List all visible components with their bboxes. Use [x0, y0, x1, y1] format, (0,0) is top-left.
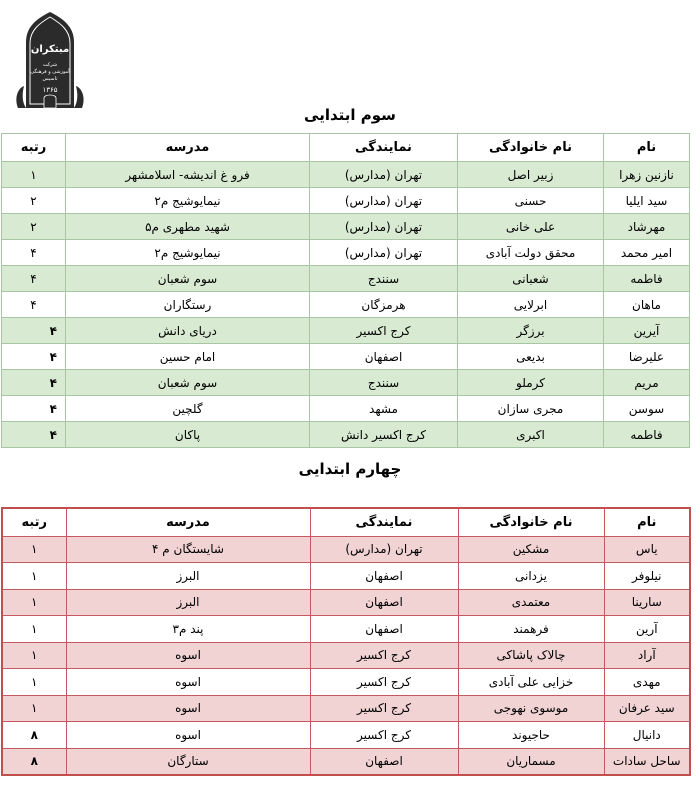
- school-cell: پاکان: [66, 422, 310, 448]
- agency-cell: کرج اکسیر: [310, 722, 458, 749]
- school-cell: اسوه: [66, 642, 310, 669]
- rank-cell: ۱: [2, 589, 66, 616]
- agency-cell: مشهد: [310, 396, 458, 422]
- table-row: [2, 422, 690, 448]
- school-cell: رستگاران: [66, 292, 310, 318]
- agency-cell: تهران (مدارس): [310, 214, 458, 240]
- agency-cell: سنندج: [310, 266, 458, 292]
- school-cell: سوم شعبان: [66, 266, 310, 292]
- rank-cell: ۴: [2, 370, 66, 396]
- student-name-cell: فاطمه: [604, 266, 690, 292]
- rank-cell: ۴: [2, 266, 66, 292]
- student-name-cell: یاس: [604, 536, 690, 563]
- rank-cell: ۱: [2, 642, 66, 669]
- table-row: [2, 748, 690, 775]
- school-cell: اسوه: [66, 669, 310, 696]
- student-family-cell: بدیعی: [458, 344, 604, 370]
- student-family-cell: موسوی نهوجی: [458, 695, 604, 722]
- table-row: [2, 214, 690, 240]
- student-name-cell: نازنین زهرا: [604, 162, 690, 188]
- student-name-cell: علیرضا: [604, 344, 690, 370]
- table-row: [2, 536, 690, 563]
- student-family-cell: محقق دولت آبادی: [458, 240, 604, 266]
- agency-cell: سنندج: [310, 370, 458, 396]
- rank-cell: ۴: [2, 292, 66, 318]
- student-family-cell: چالاک پاشاکی: [458, 642, 604, 669]
- agency-cell: کرج اکسیر: [310, 318, 458, 344]
- table-row: [2, 240, 690, 266]
- school-cell: البرز: [66, 589, 310, 616]
- rank-cell: ۴: [2, 344, 66, 370]
- table-row: [2, 722, 690, 749]
- school-cell: سوم شعبان: [66, 370, 310, 396]
- agency-cell: تهران (مدارس): [310, 240, 458, 266]
- student-family-cell: مجری سازان: [458, 396, 604, 422]
- logo-year: ۱۳۶۵: [42, 86, 58, 94]
- table-row: [2, 318, 690, 344]
- student-family-cell: شعبانی: [458, 266, 604, 292]
- rank-cell: ۱: [2, 162, 66, 188]
- table-row: [2, 292, 690, 318]
- student-name-cell: مهرشاد: [604, 214, 690, 240]
- student-name-cell: نیلوفر: [604, 563, 690, 590]
- logo-subtitle-2: آموزشی و فرهنگی: [30, 69, 70, 75]
- third-grade-table: [1, 133, 690, 448]
- school-cell: فرو غ اندیشه- اسلامشهر: [66, 162, 310, 188]
- rank-cell: ۴: [2, 396, 66, 422]
- school-cell: شایستگان م ۴: [66, 536, 310, 563]
- student-name-cell: ساحل سادات: [604, 748, 690, 775]
- header-agency: نمایندگی: [310, 508, 458, 536]
- agency-cell: تهران (مدارس): [310, 536, 458, 563]
- student-name-cell: ماهان: [604, 292, 690, 318]
- table-row: [2, 695, 690, 722]
- agency-cell: کرج اکسیر دانش: [310, 422, 458, 448]
- agency-cell: هرمزگان: [310, 292, 458, 318]
- header-school: مدرسه: [66, 508, 310, 536]
- school-cell: اسوه: [66, 722, 310, 749]
- header-family: نام خانوادگی: [458, 508, 604, 536]
- school-cell: نیمایوشیج م۲: [66, 240, 310, 266]
- table-row: [2, 589, 690, 616]
- header-name: نام: [604, 508, 690, 536]
- school-cell: شهید مطهری م۵: [66, 214, 310, 240]
- table-header-row: [2, 134, 690, 162]
- school-cell: نیمایوشیج م۲: [66, 188, 310, 214]
- agency-cell: کرج اکسیر: [310, 642, 458, 669]
- student-family-cell: ابرلایی: [458, 292, 604, 318]
- table-row: [2, 616, 690, 643]
- agency-cell: اصفهان: [310, 589, 458, 616]
- agency-cell: اصفهان: [310, 616, 458, 643]
- student-family-cell: علی خانی: [458, 214, 604, 240]
- header-school: مدرسه: [66, 134, 310, 162]
- table-row: [2, 396, 690, 422]
- rank-cell: ۸: [2, 748, 66, 775]
- rank-cell: ۱: [2, 695, 66, 722]
- table-row: [2, 563, 690, 590]
- student-family-cell: برزگر: [458, 318, 604, 344]
- agency-cell: کرج اکسیر: [310, 695, 458, 722]
- student-name-cell: آیرین: [604, 318, 690, 344]
- student-family-cell: حسنی: [458, 188, 604, 214]
- rank-cell: ۴: [2, 318, 66, 344]
- fourth-grade-title: چهارم ابتدایی: [298, 460, 402, 478]
- table-row: [2, 266, 690, 292]
- table-header-row: [2, 508, 690, 536]
- table-row: [2, 188, 690, 214]
- student-family-cell: معتمدی: [458, 589, 604, 616]
- student-family-cell: مشکین: [458, 536, 604, 563]
- school-cell: پند م۳: [66, 616, 310, 643]
- rank-cell: ۸: [2, 722, 66, 749]
- agency-cell: تهران (مدارس): [310, 162, 458, 188]
- logo-subtitle-1: شرکت: [42, 62, 58, 68]
- student-name-cell: فاطمه: [604, 422, 690, 448]
- rank-cell: ۱: [2, 536, 66, 563]
- student-family-cell: اکبری: [458, 422, 604, 448]
- student-name-cell: آرین: [604, 616, 690, 643]
- table-row: [2, 344, 690, 370]
- header-rank: رتبه: [2, 134, 66, 162]
- student-name-cell: مریم: [604, 370, 690, 396]
- rank-cell: ۲: [2, 214, 66, 240]
- student-family-cell: یزدانی: [458, 563, 604, 590]
- student-name-cell: سید ایلیا: [604, 188, 690, 214]
- table-row: [2, 162, 690, 188]
- agency-cell: اصفهان: [310, 563, 458, 590]
- student-family-cell: حاجیوند: [458, 722, 604, 749]
- school-cell: گلچین: [66, 396, 310, 422]
- school-cell: امام حسین: [66, 344, 310, 370]
- header-rank: رتبه: [2, 508, 66, 536]
- header-agency: نمایندگی: [310, 134, 458, 162]
- header-family: نام خانوادگی: [458, 134, 604, 162]
- student-name-cell: مهدی: [604, 669, 690, 696]
- school-cell: البرز: [66, 563, 310, 590]
- student-name-cell: دانیال: [604, 722, 690, 749]
- company-logo: [14, 8, 86, 112]
- table-row: [2, 669, 690, 696]
- student-family-cell: خزایی علی آبادی: [458, 669, 604, 696]
- student-family-cell: مسماریان: [458, 748, 604, 775]
- logo-title: مبتکران: [30, 44, 70, 55]
- third-grade-title: سوم ابتدایی: [304, 106, 396, 124]
- logo-subtitle-3: تاسیس: [42, 76, 58, 82]
- student-name-cell: آراد: [604, 642, 690, 669]
- student-name-cell: سوسن: [604, 396, 690, 422]
- table-row: [2, 642, 690, 669]
- student-name-cell: سید عرفان: [604, 695, 690, 722]
- school-cell: دریای دانش: [66, 318, 310, 344]
- logo-emblem: [14, 8, 86, 112]
- rank-cell: ۴: [2, 240, 66, 266]
- rank-cell: ۱: [2, 563, 66, 590]
- fourth-grade-table: [1, 507, 691, 776]
- agency-cell: اصفهان: [310, 344, 458, 370]
- student-family-cell: کرملو: [458, 370, 604, 396]
- school-cell: اسوه: [66, 695, 310, 722]
- header-name: نام: [604, 134, 690, 162]
- student-name-cell: امیر محمد: [604, 240, 690, 266]
- rank-cell: ۱: [2, 616, 66, 643]
- table-row: [2, 370, 690, 396]
- rank-cell: ۴: [2, 422, 66, 448]
- agency-cell: اصفهان: [310, 748, 458, 775]
- agency-cell: کرج اکسیر: [310, 669, 458, 696]
- student-name-cell: سارینا: [604, 589, 690, 616]
- agency-cell: تهران (مدارس): [310, 188, 458, 214]
- school-cell: ستارگان: [66, 748, 310, 775]
- rank-cell: ۲: [2, 188, 66, 214]
- student-family-cell: زبیر اصل: [458, 162, 604, 188]
- student-family-cell: فرهمند: [458, 616, 604, 643]
- rank-cell: ۱: [2, 669, 66, 696]
